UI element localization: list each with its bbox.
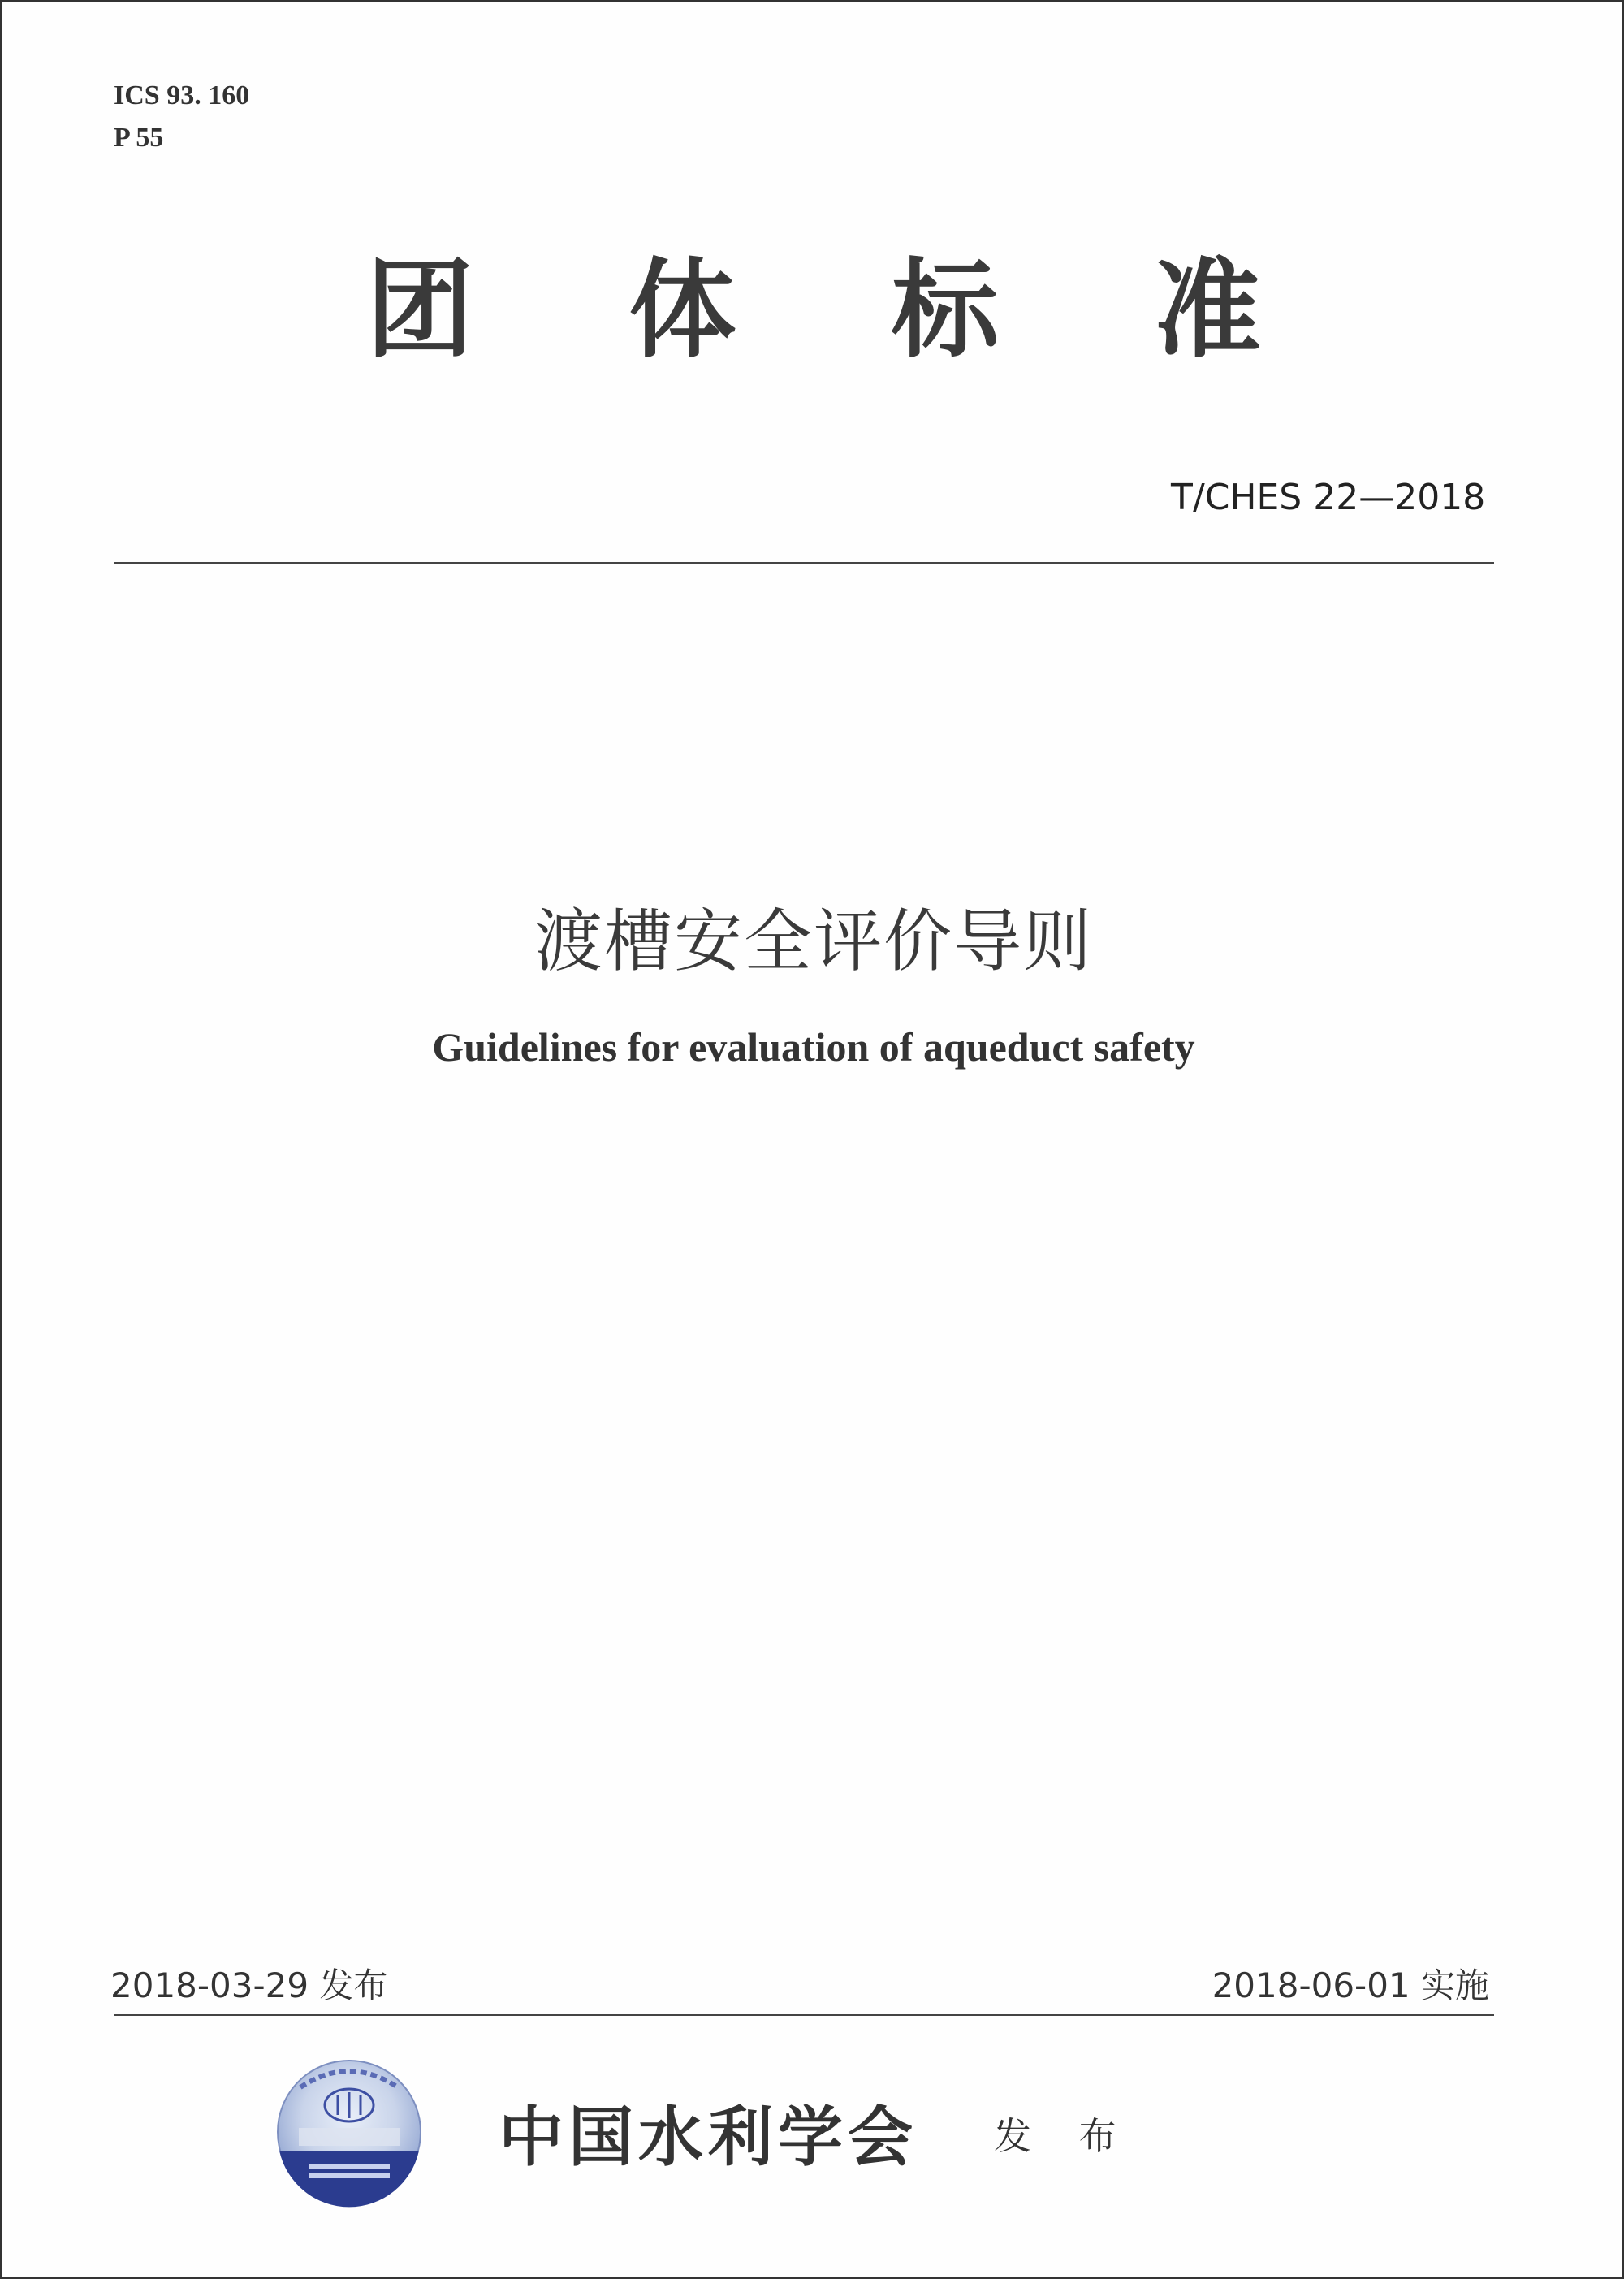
category-char-4: 准 [1153, 248, 1261, 373]
publisher-name: 中国水利学会 [499, 2103, 918, 2174]
anti-counterfeit-seal-icon [276, 2055, 422, 2209]
category-char-3: 标 [891, 248, 999, 373]
publisher-label: 发 布 [994, 2114, 1134, 2158]
top-divider [114, 562, 1494, 564]
standard-number: T/CHES 22—2018 [1171, 477, 1486, 518]
bottom-divider [114, 2014, 1494, 2016]
standard-category [359, 245, 1268, 375]
ics-code: ICS 93. 160 [114, 80, 250, 110]
category-char-2: 体 [628, 248, 736, 373]
implement-date: 2018-06-01 实施 [1212, 1965, 1489, 2005]
category-char-1: 团 [366, 248, 473, 373]
classification-codes [114, 75, 249, 159]
ccs-code: P 55 [114, 123, 164, 153]
document-title-en: Guidelines for evaluation of aqueduct safety [432, 1024, 1195, 1070]
publish-date: 2018-03-29 发布 [110, 1965, 388, 2005]
document-title-cn: 渡槽安全评价导则 [533, 902, 1093, 981]
